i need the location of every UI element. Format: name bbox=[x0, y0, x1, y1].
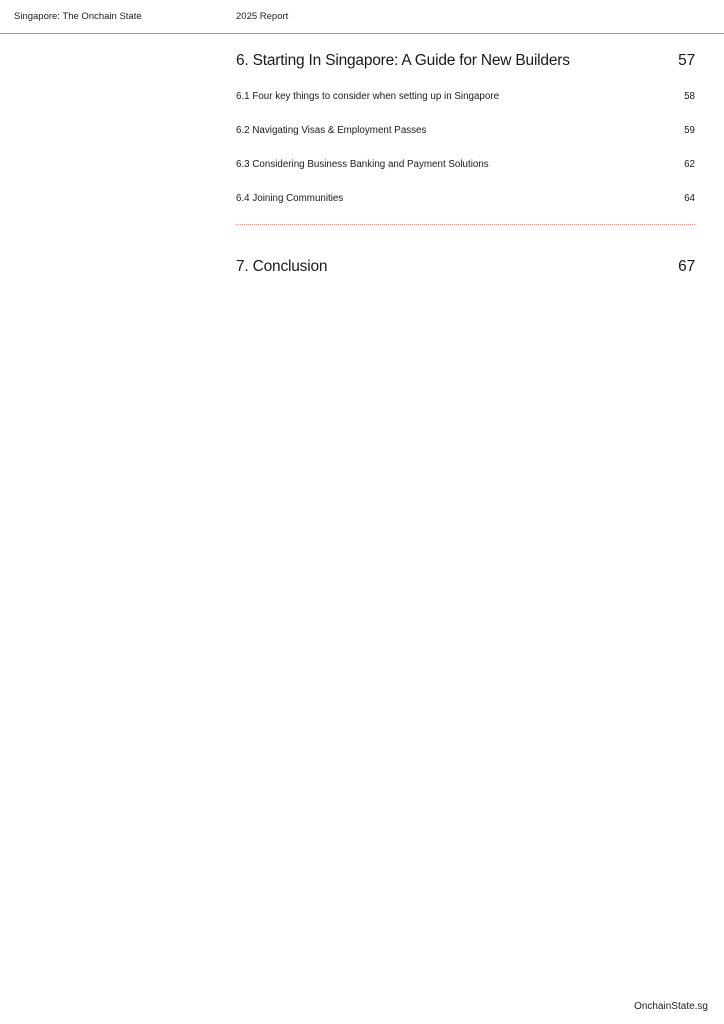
document-title: Singapore: The Onchain State bbox=[14, 11, 142, 22]
toc-section-7[interactable] bbox=[236, 258, 695, 276]
toc-page-number: 67 bbox=[678, 258, 695, 275]
toc-item-6-2[interactable] bbox=[236, 125, 695, 136]
page-header bbox=[0, 0, 724, 34]
toc-item-label: 6.4 Joining Communities bbox=[236, 193, 344, 204]
toc-page-number: 59 bbox=[684, 125, 695, 136]
toc-item-6-4[interactable] bbox=[236, 193, 695, 204]
toc-item-label: 6.3 Considering Business Banking and Payment Solutions bbox=[236, 159, 489, 170]
toc-page-number: 58 bbox=[684, 91, 695, 102]
toc-item-6-3[interactable] bbox=[236, 159, 695, 170]
toc-section-label: 7. Conclusion bbox=[236, 258, 328, 275]
report-year: 2025 Report bbox=[236, 11, 289, 22]
toc-item-label: 6.1 Four key things to consider when setting up in Singapore bbox=[236, 91, 500, 102]
toc-page-number: 64 bbox=[684, 193, 695, 204]
toc-section-6[interactable] bbox=[236, 52, 695, 70]
toc-item-label: 6.2 Navigating Visas & Employment Passes bbox=[236, 125, 427, 136]
footer-site-link[interactable]: OnchainState.sg bbox=[634, 1001, 708, 1012]
toc-section-label: 6. Starting In Singapore: A Guide for New Builders bbox=[236, 52, 570, 69]
toc-page-number: 62 bbox=[684, 159, 695, 170]
toc-item-6-1[interactable] bbox=[236, 91, 695, 102]
toc-page-number: 57 bbox=[678, 52, 695, 69]
section-divider bbox=[236, 224, 695, 225]
